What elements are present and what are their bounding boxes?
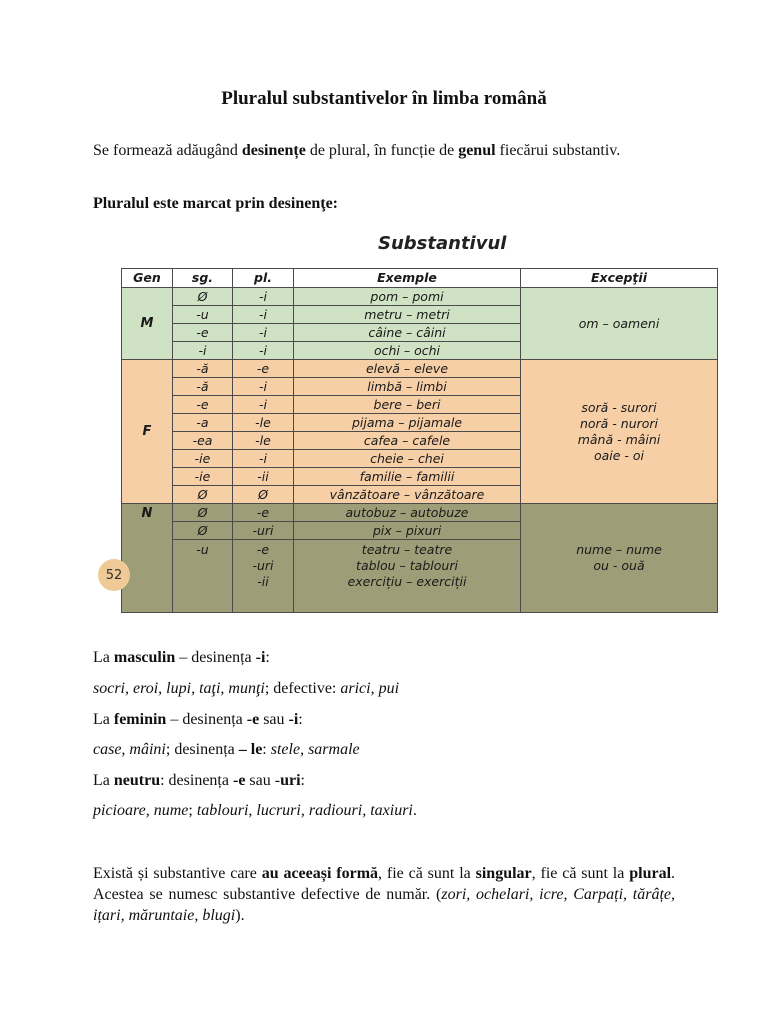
rule-bold: – le xyxy=(238,741,263,758)
rule-feminine-examples xyxy=(93,739,675,760)
intro-text: de plural, în funcție de xyxy=(305,142,459,159)
header-gen: Gen xyxy=(122,269,173,288)
rule-text: ; xyxy=(188,802,197,819)
cell-example xyxy=(294,540,521,613)
cell-pl: -i xyxy=(233,450,294,468)
closing-bold: plural xyxy=(629,865,672,882)
rule-bold: uri xyxy=(280,772,301,789)
rule-bold: -i xyxy=(288,711,299,728)
rule-text: : xyxy=(265,649,270,666)
cell-example: limbă – limbi xyxy=(294,378,521,396)
rule-text: La xyxy=(93,711,114,728)
cell-example: cheie – chei xyxy=(294,450,521,468)
table-header-row xyxy=(122,269,718,288)
cell-pl: -i xyxy=(233,288,294,306)
page-number-badge: 52 xyxy=(98,559,130,591)
cell-example: cafea – cafele xyxy=(294,432,521,450)
rule-bold: -e xyxy=(246,711,260,728)
cell-example: ochi – ochi xyxy=(294,342,521,360)
cell-pl xyxy=(233,540,294,613)
intro-text: fiecărui substantiv. xyxy=(495,142,621,159)
cell-pl: Ø xyxy=(233,486,294,504)
plural-ending: -uri xyxy=(252,558,274,573)
rule-text: La xyxy=(93,772,114,789)
cell-example: metru – metri xyxy=(294,306,521,324)
example-item: teatru – teatre xyxy=(361,542,453,557)
cell-pl: -le xyxy=(233,432,294,450)
rule-text: sau - xyxy=(245,772,281,789)
cell-sg: -i xyxy=(173,342,233,360)
exceptions-neuter xyxy=(521,504,718,613)
cell-pl: -e xyxy=(233,504,294,522)
exception-item: ou - ouă xyxy=(593,558,645,573)
rule-bold: -i xyxy=(255,649,266,666)
cell-sg: Ø xyxy=(173,522,233,540)
cell-example: pom – pomi xyxy=(294,288,521,306)
rule-text: : xyxy=(262,741,271,758)
cell-sg: Ø xyxy=(173,486,233,504)
example-item: tablou – tablouri xyxy=(356,558,458,573)
rule-italic: tablouri, lucruri, radiouri, taxiuri xyxy=(196,802,413,819)
rule-italic: arici, pui xyxy=(340,680,400,697)
gender-masculine: M xyxy=(122,288,173,360)
rule-text: ; defective: xyxy=(264,680,341,697)
intro-bold-genul: genul xyxy=(458,142,496,159)
exceptions-masculine xyxy=(521,288,718,360)
rule-neuter xyxy=(93,770,675,791)
header-sg: sg. xyxy=(173,269,233,288)
closing-bold: au aceeași formă xyxy=(261,865,379,882)
example-item: exercițiu – exerciții xyxy=(347,574,467,589)
cell-example: elevă – eleve xyxy=(294,360,521,378)
header-exemple: Exemple xyxy=(294,269,521,288)
rule-text: : xyxy=(298,711,303,728)
cell-pl: -ii xyxy=(233,468,294,486)
rule-bold: masculin xyxy=(113,649,176,666)
rule-text: ; desinența xyxy=(165,741,239,758)
exception-item: soră - surori xyxy=(581,399,657,415)
plural-ending: -ii xyxy=(257,574,269,589)
cell-example: pix – pixuri xyxy=(294,522,521,540)
scanned-table-figure xyxy=(90,226,722,618)
cell-sg: -ă xyxy=(173,378,233,396)
rule-italic: stele, sarmale xyxy=(270,741,360,758)
closing-text: . Acestea se numesc substantive defective de număr. ( xyxy=(93,865,676,903)
rule-text: . xyxy=(412,802,417,819)
cell-example: pijama – pijamale xyxy=(294,414,521,432)
table-row xyxy=(122,360,718,378)
cell-pl: -uri xyxy=(233,522,294,540)
table-row xyxy=(122,288,718,306)
rule-italic: picioare, nume xyxy=(93,802,189,819)
intro-paragraph xyxy=(93,140,675,161)
rule-text: : xyxy=(300,772,305,789)
gender-neuter: N xyxy=(122,504,173,613)
closing-paragraph xyxy=(93,863,675,926)
rule-text: La xyxy=(93,649,114,666)
cell-pl: -i xyxy=(233,306,294,324)
cell-sg: -e xyxy=(173,396,233,414)
cell-sg: -ie xyxy=(173,468,233,486)
cell-sg: -ă xyxy=(173,360,233,378)
cell-example: familie – familii xyxy=(294,468,521,486)
rule-text: – desinența xyxy=(175,649,256,666)
rule-text: : desinența xyxy=(160,772,233,789)
intro-bold-desinente: desinențe xyxy=(241,142,306,159)
cell-pl: -i xyxy=(233,378,294,396)
closing-text: , fie că sunt la xyxy=(378,865,476,882)
cell-sg: Ø xyxy=(173,288,233,306)
header-exceptii: Excepţii xyxy=(521,269,718,288)
cell-example: câine – câini xyxy=(294,324,521,342)
plural-table xyxy=(121,268,718,613)
cell-sg: -e xyxy=(173,324,233,342)
rule-masculine xyxy=(93,647,675,668)
exception-item: noră - nurori xyxy=(579,415,659,431)
rule-italic: socri, eroi, lupi, taţi, munţi xyxy=(93,680,265,697)
cell-sg: -ea xyxy=(173,432,233,450)
cell-example: bere – beri xyxy=(294,396,521,414)
closing-italic: Carpați, tărâțe, ițari, măruntaie, blugi xyxy=(93,886,676,924)
intro-text: Se formează adăugând xyxy=(93,142,242,159)
rule-bold: -e xyxy=(232,772,246,789)
page-title: Pluralul substantivelor în limba română xyxy=(221,88,547,109)
closing-text: , fie că sunt la xyxy=(531,865,630,882)
closing-text: , xyxy=(563,886,574,903)
exception-item: nume – nume xyxy=(576,542,662,557)
header-pl: pl. xyxy=(233,269,294,288)
cell-sg: -ie xyxy=(173,450,233,468)
closing-text: ). xyxy=(235,907,245,924)
rule-neuter-examples xyxy=(93,800,675,821)
cell-example: vânzătoare – vânzătoare xyxy=(294,486,521,504)
cell-pl: -i xyxy=(233,342,294,360)
cell-sg: -u xyxy=(173,306,233,324)
figure-title: Substantivul xyxy=(378,233,507,254)
cell-sg: Ø xyxy=(173,504,233,522)
cell-example: autobuz – autobuze xyxy=(294,504,521,522)
rule-bold: neutru xyxy=(113,772,161,789)
rule-text: sau xyxy=(259,711,289,728)
closing-bold: singular xyxy=(475,865,532,882)
plural-ending: -e xyxy=(256,542,270,557)
subheading: Pluralul este marcat prin desinenţe: xyxy=(93,195,339,212)
cell-sg: -a xyxy=(173,414,233,432)
rule-italic: case, mâini xyxy=(93,741,166,758)
exception-item: mână - mâini xyxy=(577,431,661,447)
rule-bold: feminin xyxy=(113,711,167,728)
gender-feminine: F xyxy=(122,360,173,504)
cell-sg: -u xyxy=(173,540,233,613)
cell-pl: -e xyxy=(233,360,294,378)
exceptions-feminine xyxy=(521,360,718,504)
cell-pl: -i xyxy=(233,396,294,414)
rule-feminine xyxy=(93,709,675,730)
rule-masculine-examples xyxy=(93,678,675,699)
closing-text: Există și substantive care xyxy=(93,865,262,882)
closing-italic: zori, ochelari, icre xyxy=(441,886,564,903)
cell-pl: -i xyxy=(233,324,294,342)
cell-pl: -le xyxy=(233,414,294,432)
table-row xyxy=(122,504,718,522)
rule-text: – desinența xyxy=(166,711,247,728)
exception-item: oaie - oi xyxy=(593,447,645,463)
exception-item: om – oameni xyxy=(578,315,660,331)
